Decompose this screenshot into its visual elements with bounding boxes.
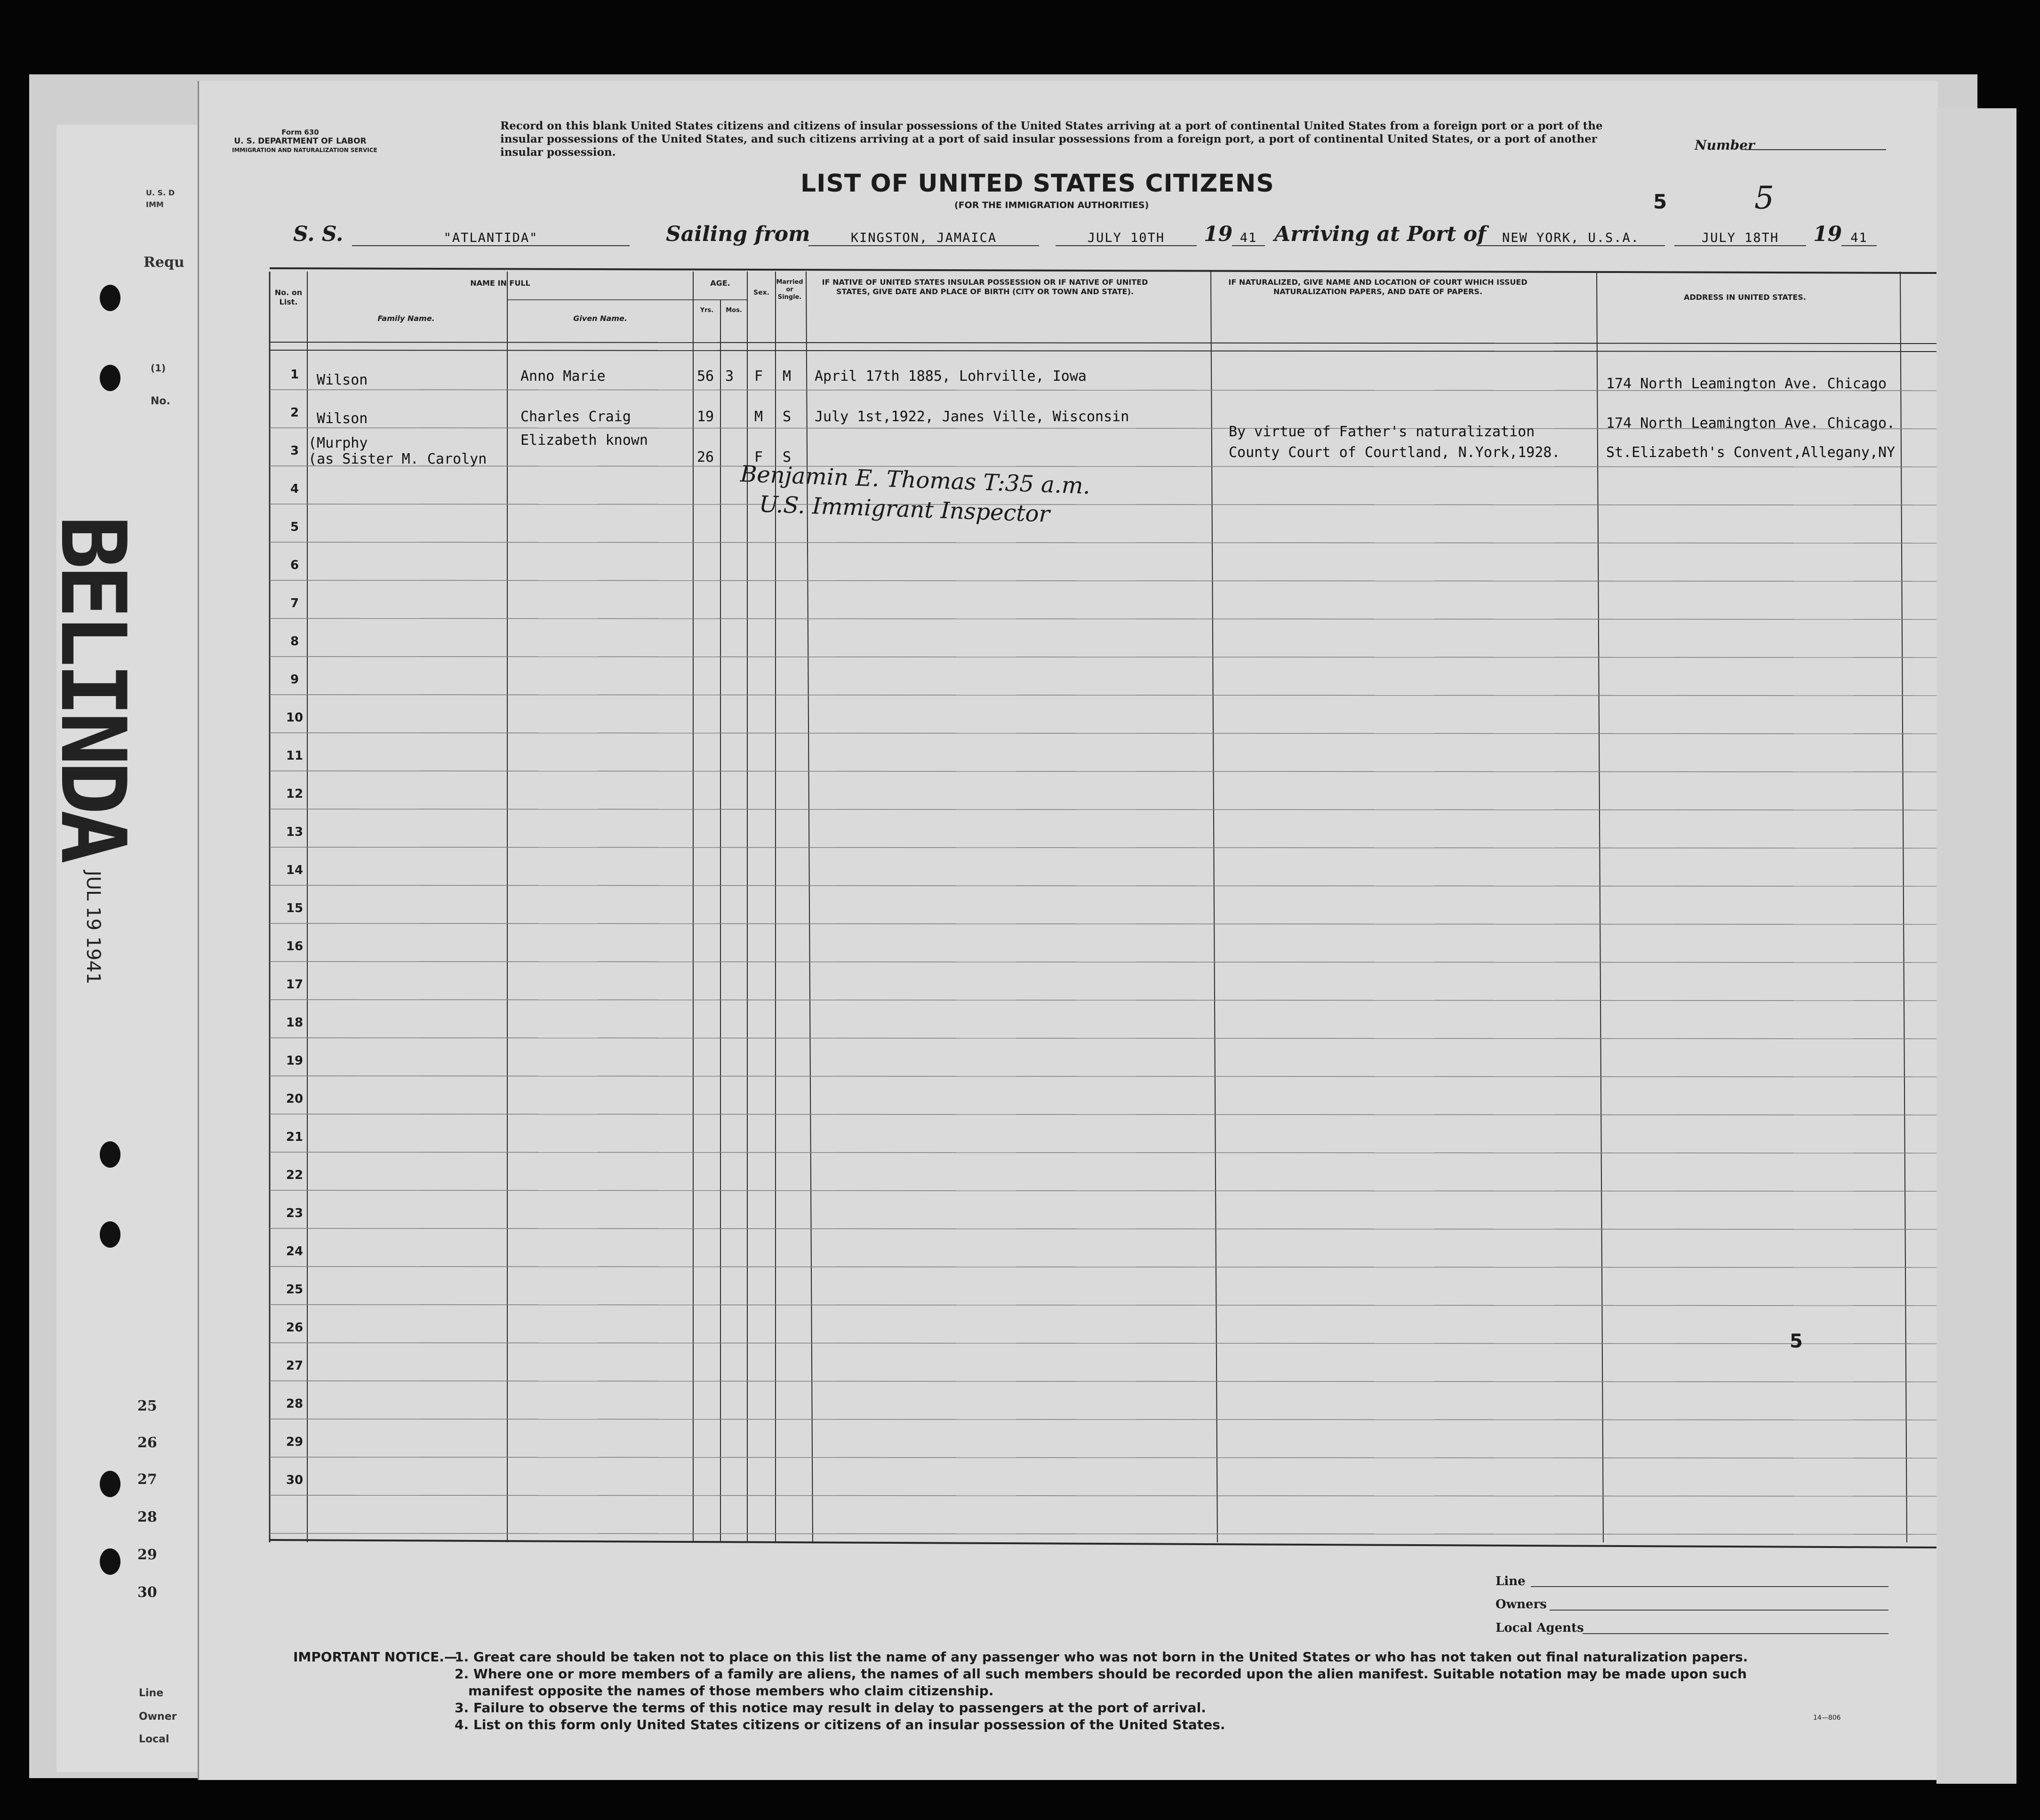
row-number: 1	[290, 368, 299, 382]
arriving-label: Arriving at Port of	[1274, 222, 1487, 246]
entry-2-address: 174 North Leamington Ave. Chicago.	[1606, 415, 1896, 432]
under-local-label: Local	[139, 1733, 169, 1745]
grid-column-line	[1597, 272, 1603, 1542]
under-dept-label: U. S. D	[146, 188, 175, 197]
row-number: 6	[290, 558, 299, 572]
under-sheet-right	[1936, 108, 2016, 1784]
arrival-stamp-date: JUL 19 1941	[82, 871, 104, 985]
grid-row-line	[270, 1457, 1938, 1458]
notice-1: 1. Great care should be taken not to place on this list the name of any passenger who was not born in the United States or who has not taken out final naturalization papers.	[455, 1649, 1748, 1665]
col-header-family-name: Family Name.	[377, 314, 435, 323]
entry-1-address: 174 North Leamington Ave. Chicago	[1606, 376, 1887, 392]
row-number: 17	[286, 978, 304, 992]
binder-hole	[100, 1221, 120, 1248]
row-number: 24	[286, 1244, 304, 1259]
grid-row-line	[270, 1533, 1938, 1534]
row-number: 27	[286, 1359, 304, 1373]
grid-row-line	[270, 923, 1938, 924]
under-owner-label: Owner	[139, 1711, 177, 1723]
grid-column-line	[1900, 272, 1907, 1542]
row-number: 18	[286, 1016, 304, 1030]
grid-row-line	[270, 504, 1938, 505]
entry-2-family: Wilson	[317, 410, 368, 427]
grid-row-line	[270, 618, 1938, 619]
sailing-label: Sailing from	[666, 222, 810, 246]
grid-column-line	[806, 272, 813, 1542]
row-number: 4	[290, 482, 299, 496]
entry-1-mos: 3	[725, 368, 734, 385]
binder-hole	[100, 1548, 120, 1575]
col-header-married-single: Married or Single.	[776, 279, 803, 301]
row-number: 11	[286, 749, 304, 763]
col-header-naturalized: IF NATURALIZED, GIVE NAME AND LOCATION OF COURT WHICH ISSUED NATURALIZATION PAPERS, AND DATE OF PAPERS.	[1228, 278, 1528, 296]
row-number: 21	[286, 1130, 304, 1144]
col-header-birth: IF NATIVE OF UNITED STATES INSULAR POSSESSION OR IF NATIVE OF UNITED STATES, GIVE DATE AND PLACE OF BIRTH (CITY OR TOWN AND STATE).	[822, 278, 1148, 296]
entry-2-marital: S	[783, 409, 792, 425]
entry-1-birth: April 17th 1885, Lohrville, Iowa	[815, 368, 1087, 385]
row-number: 8	[290, 634, 299, 649]
footer-line-field	[1531, 1586, 1888, 1587]
row-number: 2	[290, 406, 299, 420]
under-no-label: No.	[151, 395, 170, 407]
footer-owners-label: Owners	[1496, 1597, 1547, 1612]
col-header-given-name: Given Name.	[573, 314, 627, 323]
ss-label: S. S.	[293, 222, 344, 246]
under-row-28: 28	[137, 1509, 157, 1525]
col-header-name-in-full: NAME IN FULL	[470, 279, 530, 288]
entry-3-sex: F	[754, 449, 763, 465]
binder-hole	[100, 285, 120, 311]
entry-3-marital: S	[783, 449, 792, 465]
grid-row-line	[270, 1114, 1938, 1115]
grid-row-line	[270, 1419, 1938, 1420]
grid-row-line	[270, 1495, 1938, 1496]
arrival-year-prefix: 19	[1813, 222, 1842, 246]
footer-agents-field	[1583, 1633, 1888, 1634]
table-grid	[199, 81, 1938, 1780]
bottom-page-number: 5	[1790, 1331, 1803, 1352]
col-header-yrs: Yrs.	[700, 307, 714, 314]
number-label: Number	[1695, 137, 1755, 153]
entry-2-yrs: 19	[697, 409, 714, 425]
notice-title: IMPORTANT NOTICE.—	[293, 1649, 457, 1665]
record-instruction: Record on this blank United States citizens and citizens of insular possessions of the United States arriving at a port of continental United States from a foreign port or a port of the insular possessions of the United States, and such citizens arriving at a port of said insular possessions from a foreign port, a port of continental United States, or a port of another insular possession.	[500, 120, 1603, 159]
grid-row-line	[270, 580, 1938, 581]
grid-row-line	[270, 1190, 1938, 1191]
grid-row-line	[270, 1152, 1938, 1153]
sailing-port: KINGSTON, JAMAICA	[808, 231, 1039, 246]
row-number: 30	[286, 1473, 304, 1487]
entry-3-family-line2: (as Sister M. Carolyn	[308, 451, 487, 467]
footer-line-label: Line	[1496, 1574, 1526, 1588]
row-number: 10	[286, 711, 304, 725]
row-number: 9	[290, 673, 299, 687]
notice-2-cont: manifest opposite the names of those members who claim citizenship.	[468, 1683, 994, 1699]
entry-2-given: Charles Craig	[520, 409, 631, 425]
entry-3-family: (Murphy	[308, 435, 368, 451]
grid-row-line	[270, 1038, 1938, 1039]
page-subtitle: (FOR THE IMMIGRATION AUTHORITIES)	[954, 200, 1149, 210]
row-number: 13	[286, 825, 304, 839]
row-number: 7	[290, 596, 299, 610]
grid-row-line	[270, 885, 1938, 886]
under-requ-label: Requ	[144, 254, 184, 271]
page-title: LIST OF UNITED STATES CITIZENS	[800, 169, 1274, 198]
row-number: 5	[290, 520, 299, 534]
row-number: 15	[286, 901, 304, 915]
row-number: 14	[286, 863, 304, 877]
under-row-30: 30	[137, 1584, 157, 1601]
row-number: 25	[286, 1283, 304, 1297]
under-immig-label: IMM	[146, 200, 164, 209]
arrival-port: NEW YORK, U.S.A.	[1477, 231, 1665, 246]
notice-3: 3. Failure to observe the terms of this notice may result in delay to passengers at the port of arrival.	[455, 1700, 1206, 1716]
col-header-age: AGE.	[710, 279, 730, 288]
binder-hole	[100, 1471, 120, 1497]
form-service: IMMIGRATION AND NATURALIZATION SERVICE	[232, 147, 377, 153]
entry-3-given: Elizabeth known	[520, 432, 648, 449]
form-department: U. S. DEPARTMENT OF LABOR	[234, 136, 367, 146]
col-header-no: No. on List.	[274, 288, 303, 306]
grid-row-line	[270, 1381, 1938, 1382]
grid-row-line	[270, 771, 1938, 772]
ship-name: "ATLANTIDA"	[352, 231, 630, 246]
grid-row-line	[270, 1228, 1938, 1229]
row-number: 22	[286, 1168, 304, 1182]
binder-hole	[100, 365, 120, 391]
under-row-29: 29	[137, 1547, 157, 1563]
arrival-date: JULY 18TH	[1674, 231, 1806, 246]
row-number: 19	[286, 1054, 304, 1068]
arrival-year: 41	[1841, 231, 1877, 246]
grid-row-line	[270, 809, 1938, 810]
col-header-sex: Sex.	[753, 289, 769, 297]
grid-row-line	[270, 1305, 1938, 1306]
grid-column-line	[1211, 272, 1217, 1542]
sailing-year-prefix: 19	[1204, 222, 1233, 246]
manifest-page	[198, 81, 1938, 1780]
entry-2-sex: M	[754, 409, 763, 425]
entry-3-naturalization-line1: By virtue of Father's naturalization	[1229, 424, 1535, 440]
page-number: 5	[1653, 190, 1667, 213]
entry-1-yrs: 56	[697, 368, 714, 385]
under-row-27: 27	[137, 1471, 157, 1488]
row-number: 26	[286, 1321, 304, 1335]
form-number: Form 630	[281, 128, 319, 136]
grid-row-line	[270, 847, 1938, 848]
under-row-26: 26	[137, 1435, 157, 1451]
row-number: 16	[286, 939, 304, 954]
row-number: 23	[286, 1206, 304, 1220]
footer-owners-field	[1550, 1610, 1888, 1611]
col-header-mos: Mos.	[726, 307, 742, 314]
inspector-signature: Benjamin E. Thomas T:35 a.m.	[740, 461, 1091, 499]
row-number: 28	[286, 1397, 304, 1411]
entry-1-marital: M	[783, 368, 792, 385]
binder-hole	[100, 1141, 120, 1168]
arrival-stamp: BELINDA	[41, 515, 145, 859]
footer-agents-label: Local Agents	[1496, 1621, 1584, 1635]
notice-4: 4. List on this form only United States citizens or citizens of an insular possession of the United States.	[455, 1717, 1225, 1732]
grid-row-line	[270, 1076, 1938, 1077]
grid-row-line	[270, 542, 1938, 543]
sailing-year: 41	[1232, 231, 1265, 246]
entry-1-family: Wilson	[317, 372, 368, 388]
notice-2: 2. Where one or more members of a family are aliens, the names of all such members should be recorded upon the alien manifest. Suitable notation may be made upon such	[455, 1666, 1747, 1682]
under-row-25: 25	[137, 1398, 157, 1414]
row-number: 12	[286, 787, 304, 801]
form-code: 14—806	[1813, 1714, 1841, 1722]
grid-row-line	[270, 1343, 1938, 1344]
row-number: 29	[286, 1435, 304, 1449]
row-number: 3	[290, 444, 299, 458]
page-number-handwritten: 5	[1754, 180, 1774, 216]
entry-3-naturalization-line2: County Court of Courtland, N.York,1928.	[1229, 444, 1560, 461]
grid-row-line	[270, 1000, 1938, 1001]
inspector-title: U.S. Immigrant Inspector	[759, 491, 1050, 528]
entry-1-sex: F	[754, 368, 763, 385]
entry-1-given: Anno Marie	[520, 368, 606, 385]
grid-row-line	[270, 466, 1938, 467]
col-header-address: ADDRESS IN UNITED STATES.	[1684, 293, 1806, 302]
entry-3-yrs: 26	[697, 449, 714, 465]
under-line-label: Line	[139, 1687, 164, 1699]
grid-row-line	[270, 695, 1938, 696]
under-n1-label: (1)	[151, 362, 166, 374]
grid-row-line	[270, 733, 1938, 734]
row-number: 20	[286, 1092, 304, 1106]
entry-2-birth: July 1st,1922, Janes Ville, Wisconsin	[815, 409, 1129, 425]
entry-3-address: St.Elizabeth's Convent,Allegany,NY	[1606, 444, 1896, 461]
sailing-date: JULY 10TH	[1056, 231, 1197, 246]
